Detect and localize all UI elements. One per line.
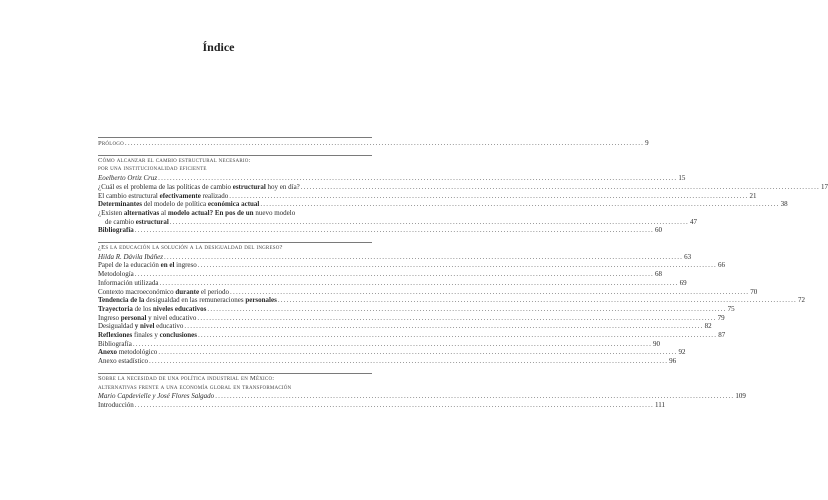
toc-entry-text: nuevo modelo [253,208,296,217]
toc-entry-text: del modelo de política [141,200,208,209]
dot-leader [230,288,749,297]
toc-entry-text: Desigualdad [98,322,135,331]
toc-entry-label [98,270,134,279]
toc-entry[interactable] [98,226,662,235]
dot-leader [164,253,683,262]
toc-entry-label [98,174,157,183]
dot-leader [159,279,678,288]
toc-entry-page: 72 [798,296,806,305]
toc-entry-text: hoy en día? [265,182,300,191]
toc-entry-text: Información utilizada [98,278,159,287]
toc-entry-text: estructural [232,182,266,191]
toc-entry-page: 87 [718,331,726,340]
toc-entry-text: Contexto macroeconómico [98,287,176,296]
toc-entry-page: 60 [654,226,662,235]
toc-entry-text: durante [175,287,200,296]
divider [98,242,372,243]
toc-entry-text: Bibliografía [98,226,134,235]
toc-entry-text: realizado [200,191,229,200]
toc-entry-text: y nivel [134,322,155,331]
toc-entry-label [98,279,158,288]
toc-entry-label [98,192,228,201]
toc-entry-page: 38 [780,200,788,209]
section-heading: por una institucionalidad eficiente [98,165,207,173]
toc-entry-page: 69 [679,278,687,287]
toc-entry-label [98,288,229,297]
toc-entry-label [98,253,163,262]
toc-entry-text: Trayectoria [98,304,133,313]
toc-entry[interactable] [98,348,686,357]
toc-entry-text: Introducción [98,400,134,409]
dot-leader [198,261,717,270]
dot-leader [197,314,716,323]
toc-entry-label [98,348,157,357]
toc-entry-page: 21 [749,191,757,200]
toc-entry-page: 79 [717,313,725,322]
toc-entry[interactable] [98,182,828,192]
toc-entry-text: efectivamente [159,191,201,200]
toc-entry-text: Reflexiones [98,331,133,340]
toc-entry[interactable] [98,400,665,410]
dot-leader [158,348,677,357]
section-heading: alternativas frente a una economía global en transformación [98,383,292,391]
toc-entry[interactable] [98,217,697,227]
section-heading: Cómo alcanzar el cambio estructural necesario: [98,156,251,164]
toc-entry-prologo[interactable] [98,139,649,149]
toc-entry-text: el periodo [199,287,230,296]
toc-entry-page: 82 [704,322,712,331]
toc-entry[interactable] [98,313,725,323]
toc-entry-label [98,314,196,323]
toc-entry[interactable] [98,304,735,314]
toc-entry-label [98,340,132,349]
dot-leader [135,270,654,279]
toc-entry-page: 63 [684,252,692,261]
dot-leader [149,357,668,366]
toc-entry[interactable] [98,270,662,279]
toc-entry-label [98,357,148,366]
toc-entry-page: 15 [678,174,686,183]
dot-leader [198,331,717,340]
toc-section [98,156,828,235]
toc-entry-text: Metodología [98,270,134,279]
toc-entry-text: Tendencia de la [98,296,145,305]
toc-entry-label [98,401,134,410]
toc-entry-text: personales [245,296,277,305]
toc-entry-text: ¿Cuál es el problema de las políticas de cambio [98,182,233,191]
toc-entry-page: 96 [669,357,677,366]
toc-entry-text: educativo [154,322,184,331]
toc-entry-page: 92 [678,348,686,357]
toc-entry-page: 17 [820,182,828,191]
toc-entry-label [98,331,197,340]
toc-entry-page: 111 [654,400,665,409]
dot-leader [135,226,654,235]
toc-entry-label [98,305,206,314]
toc-entry[interactable] [98,287,758,297]
toc-entry-text: El cambio estructural [98,191,160,200]
divider [98,155,372,156]
dot-leader [135,401,654,410]
toc-entry-text: metodológico [117,348,158,357]
toc-entry-label [98,200,259,209]
dot-leader [278,296,797,305]
toc-entry[interactable] [98,322,712,331]
section-heading: Sobre la necesidad de una política industrial en México: [98,374,275,382]
toc-entry-text: de los [132,304,153,313]
toc-entry-text: Eoelberto Ortiz Cruz [98,174,158,183]
toc-entry-page: 9 [645,139,649,147]
toc-entry[interactable] [98,278,687,288]
toc-entry-label [98,209,295,218]
toc-entry-text: Ingreso [98,313,121,322]
dot-leader [133,340,652,349]
toc-entry-label [98,261,197,270]
toc-entry[interactable] [98,252,692,262]
toc-entry-text: niveles educativos [152,304,207,313]
toc-entry-text: Mario Capdevielle y José Flores Salgado [98,392,215,401]
toc-entry[interactable] [98,200,788,209]
toc-entry[interactable] [98,331,726,340]
toc-entry-text: conclusiones [159,331,197,340]
toc-entry-text: y nivel educativo [146,313,197,322]
toc-entry-page: 47 [689,217,697,226]
toc-entry-label [98,322,183,331]
toc-entry-text: estructural [135,217,169,226]
toc-entry-page: 70 [750,287,758,296]
toc-entry-text: Anexo [98,348,118,357]
toc-entry-text: en el [160,261,175,270]
dot-leader [229,192,748,201]
toc-entry-text: Bibliografía [98,339,132,348]
toc-entry-text: económica actual [207,200,260,209]
toc-entry-text: al [159,208,168,217]
toc-entry-page: 90 [653,339,661,348]
toc-entry[interactable] [98,174,686,183]
page-title: Índice [202,40,235,54]
toc-entry-text: finales y [132,331,160,340]
toc-entry-text: alternativas [123,208,160,217]
dot-leader [301,183,820,192]
toc-entry-label [98,226,134,235]
toc-entry-text: personal [120,313,147,322]
toc-entry-label [105,218,169,227]
toc-entry-text: Papel de la educación [98,261,161,270]
dot-leader [215,392,734,401]
toc-entry-label [98,392,214,401]
dot-leader [125,139,644,148]
dot-leader [260,200,779,209]
toc-entry-text: ¿Existen [98,208,124,217]
toc-section [98,374,746,410]
toc-entry-text: de cambio [105,217,136,226]
toc-entry-text: modelo actual? En pos de un [167,208,254,217]
dot-leader [170,218,689,227]
toc-entry-page: 75 [727,304,735,313]
toc-section [98,244,806,366]
toc-entry-page: 66 [717,261,725,270]
divider [98,137,372,138]
toc-entry[interactable] [98,339,661,349]
toc-sections [98,156,828,410]
dot-leader [207,305,726,314]
toc-entry[interactable] [98,357,677,366]
toc-entry-label [98,296,277,305]
dot-leader [158,174,677,183]
toc-entry-label: Prólogo [98,140,124,147]
toc-entry-text: Hilda R. Dávila Ibáñez [98,252,163,261]
toc-entry-text: Anexo estadístico [98,357,148,366]
toc-entry[interactable] [98,261,725,270]
section-heading: ¿Es la educación la solución a la desigualdad del ingreso? [98,244,283,252]
toc-entry-label [98,183,300,192]
toc-entry-text: ingreso [174,261,197,270]
toc-entry-text: Determinantes [98,200,142,209]
dot-leader [184,322,703,331]
toc-entry-page: 68 [654,270,662,279]
divider [98,373,372,374]
toc-entry[interactable] [98,209,372,218]
toc-entry-page: 109 [735,392,746,401]
toc-entry[interactable] [98,191,757,201]
toc-entry[interactable] [98,296,806,305]
toc-entry-text: desigualdad en las remuneraciones [144,296,246,305]
table-of-contents [98,137,828,417]
toc-entry[interactable] [98,392,746,401]
